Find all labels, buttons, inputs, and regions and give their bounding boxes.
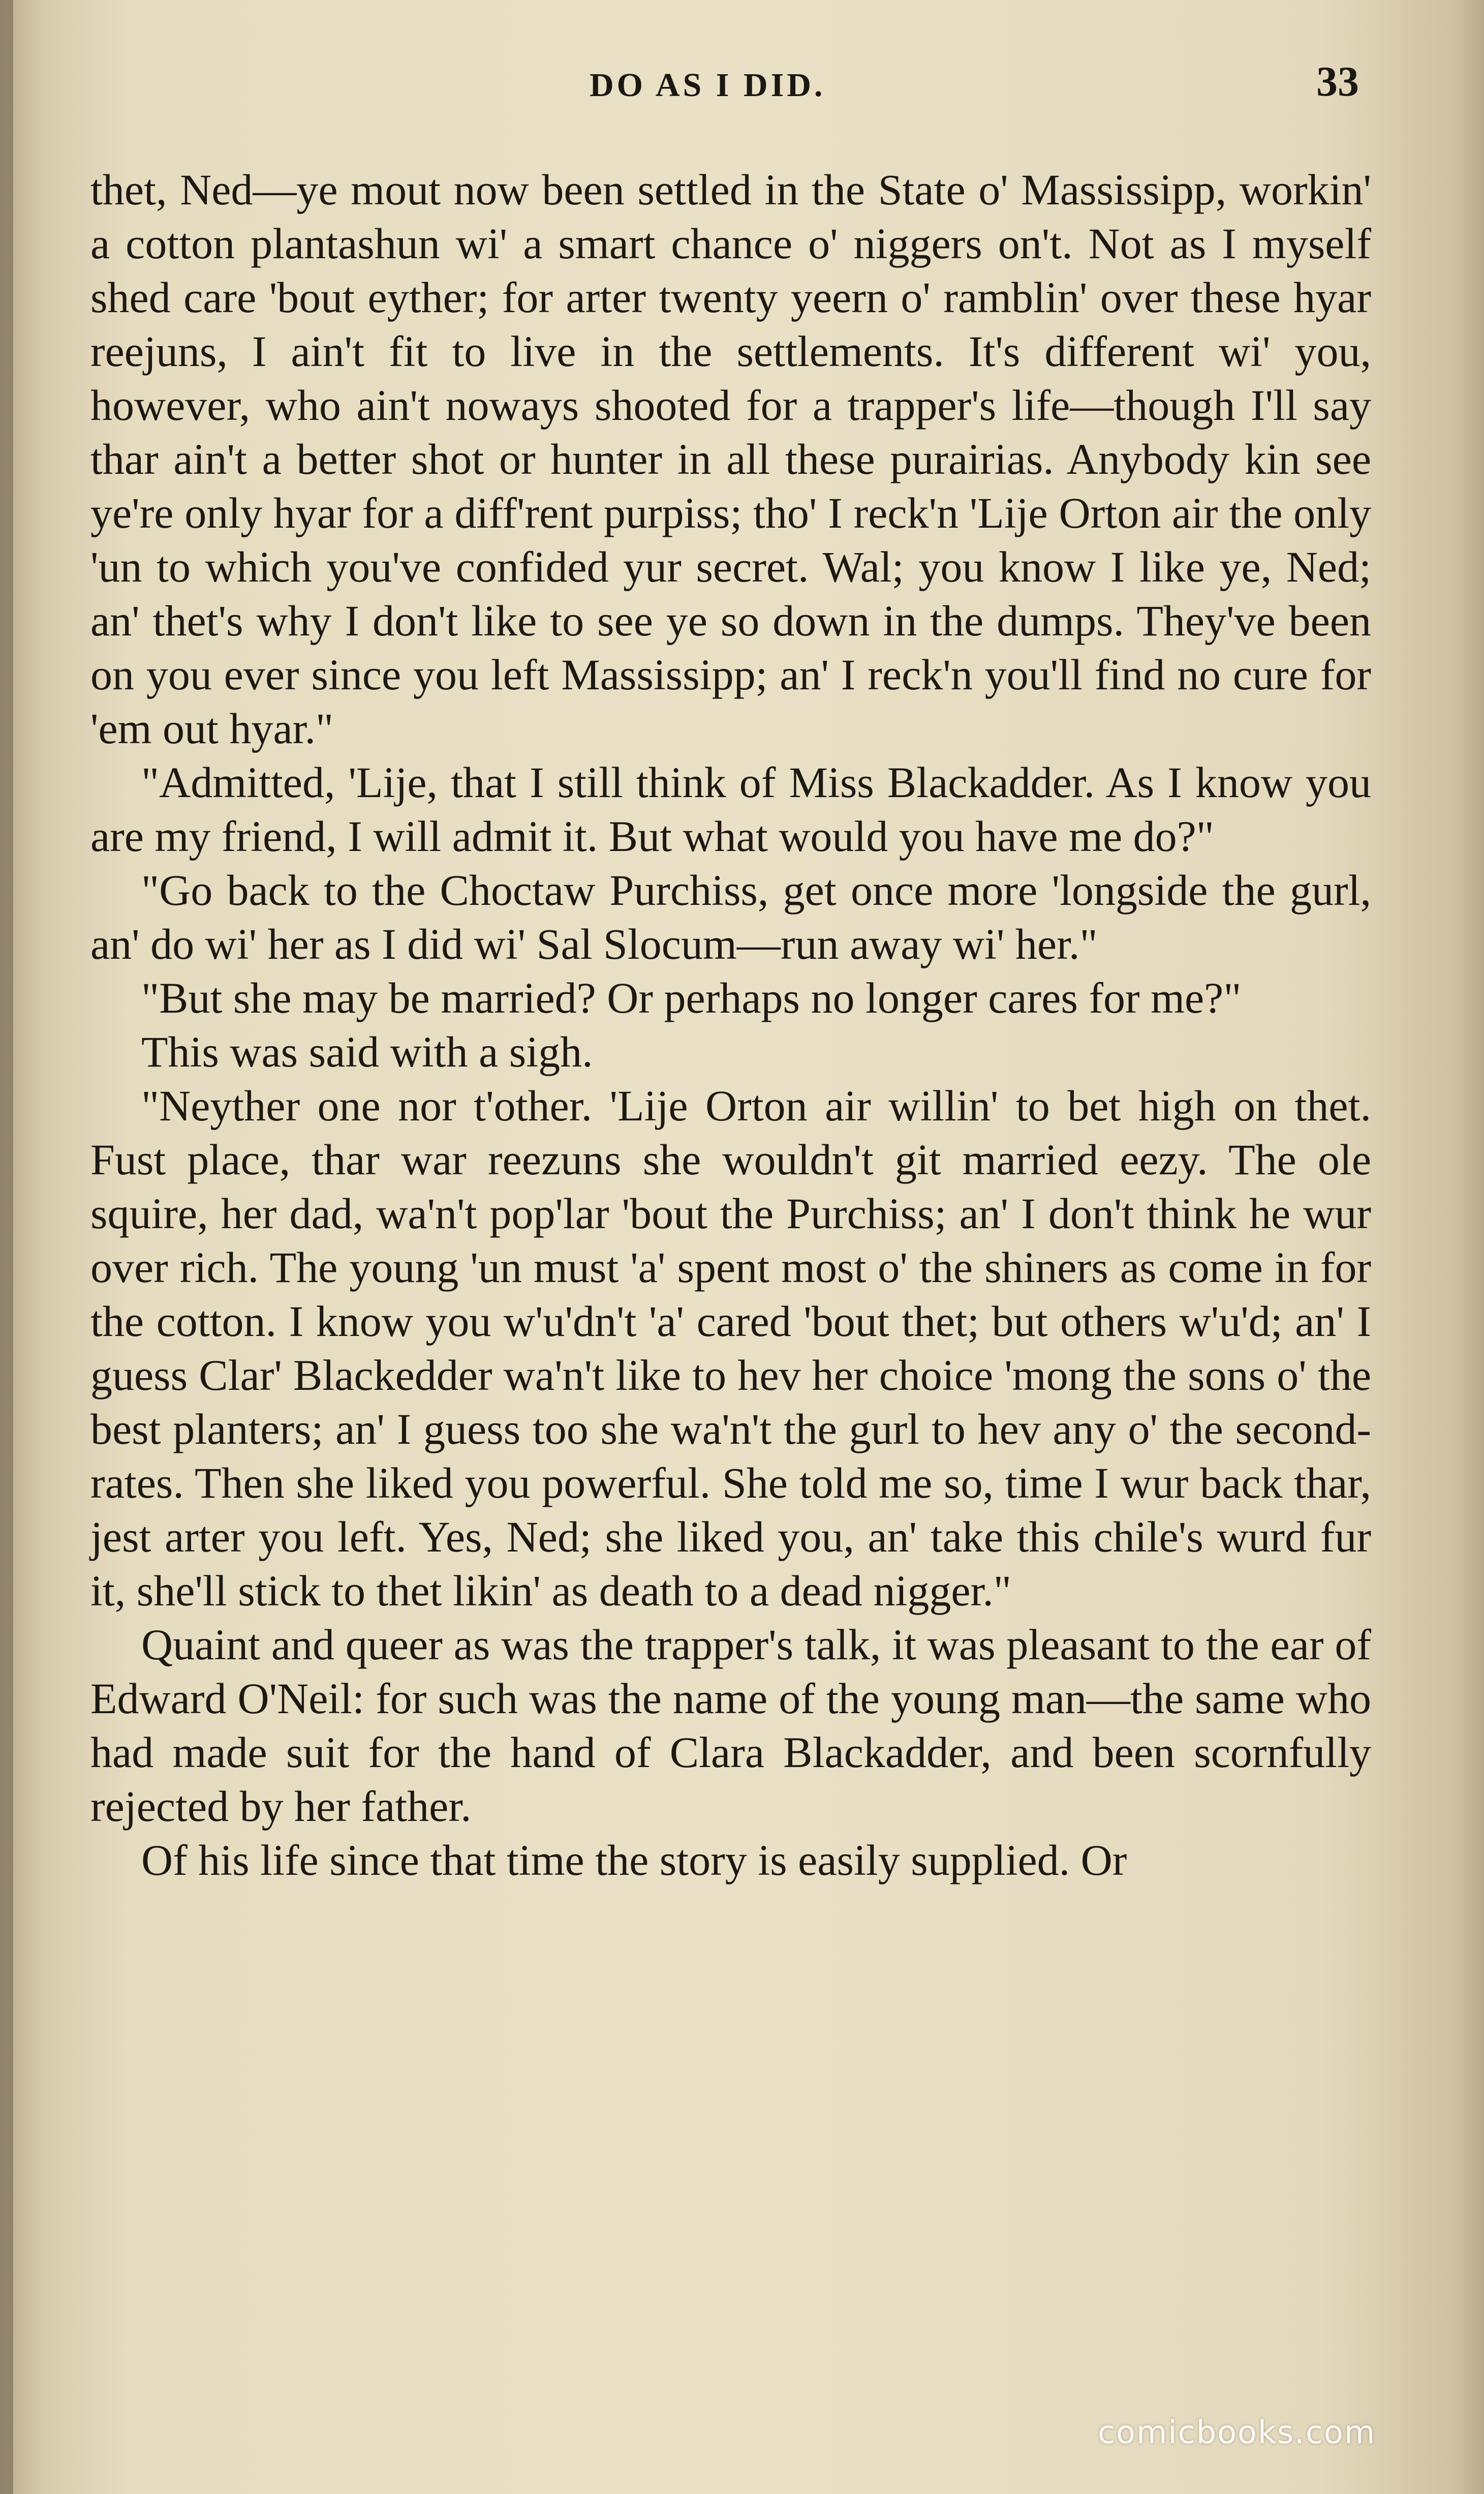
paragraph-continuation: thet, Ned—ye mout now been settled in the State o' Massissipp, workin' a cotton plantashun wi' a smart chance o' niggers on't. Not as I myself shed care 'bout eyther; for arter twenty yeern o' ramblin' over these hyar reejuns, I ain't fit to live in the settlements. It's different wi' you, however, who ain't noways shooted for a trapper's life—though I'll say thar ain't a better shot or hunter in all these purairias. Anybody kin see ye're only hyar for a diff'rent purpiss; tho' I reck'n 'Lije Orton air the only 'un to which you've confided yur secret. Wal; you know I like ye, Ned; an' thet's why I don't like to see ye so down in the dumps. They've been on you ever since you left Massissipp; an' I reck'n you'll find no cure for 'em out hyar.": [90, 165, 1371, 753]
paragraph: Quaint and queer as was the trapper's talk, it was pleasant to the ear of Edward O'Neil: for such was the name of the young man—the same who had made suit for the hand of Clara Blackadder, and been scornfully rejected by her father.: [90, 1620, 1371, 1831]
paragraph: "Go back to the Choctaw Purchiss, get once more 'longside the gurl, an' do wi' her as I did wi' Sal Slocum—run away wi' her.": [90, 866, 1371, 968]
body-text: [90, 163, 1371, 1887]
paragraph: "Neyther one nor t'other. 'Lije Orton air willin' to bet high on thet. Fust place, thar war reezuns she wouldn't git married eezy. The ole squire, her dad, wa'n't pop'lar 'bout the Purchiss; an' I don't think he wur over rich. The young 'un must 'a' spent most o' the shiners as come in for the cotton. I know you w'u'dn't 'a' cared 'bout thet; but others w'u'd; an' I guess Clar' Blackedder wa'n't like to hev her choice 'mong the sons o' the best planters; an' I guess too she wa'n't the gurl to hev any o' the second-rates. Then she liked you powerful. She told me so, time I wur back thar, jest arter you left. Yes, Ned; she liked you, an' take this chile's wurd fur it, she'll stick to thet likin' as death to a dead nigger.": [90, 1081, 1371, 1615]
watermark: comicbooks.com: [1098, 2414, 1376, 2451]
paragraph: Of his life since that time the story is easily supplied. Or: [141, 1836, 1127, 1884]
paragraph: "But she may be married? Or perhaps no longer cares for me?": [141, 974, 1242, 1022]
paragraph: This was said with a sigh.: [141, 1027, 593, 1076]
running-title: DO AS I DID.: [590, 67, 826, 104]
page-number: 33: [1316, 58, 1359, 105]
paragraph: "Admitted, 'Lije, that I still think of Miss Blackadder. As I know you are my friend, I will admit it. But what would you have me do?": [90, 758, 1371, 861]
